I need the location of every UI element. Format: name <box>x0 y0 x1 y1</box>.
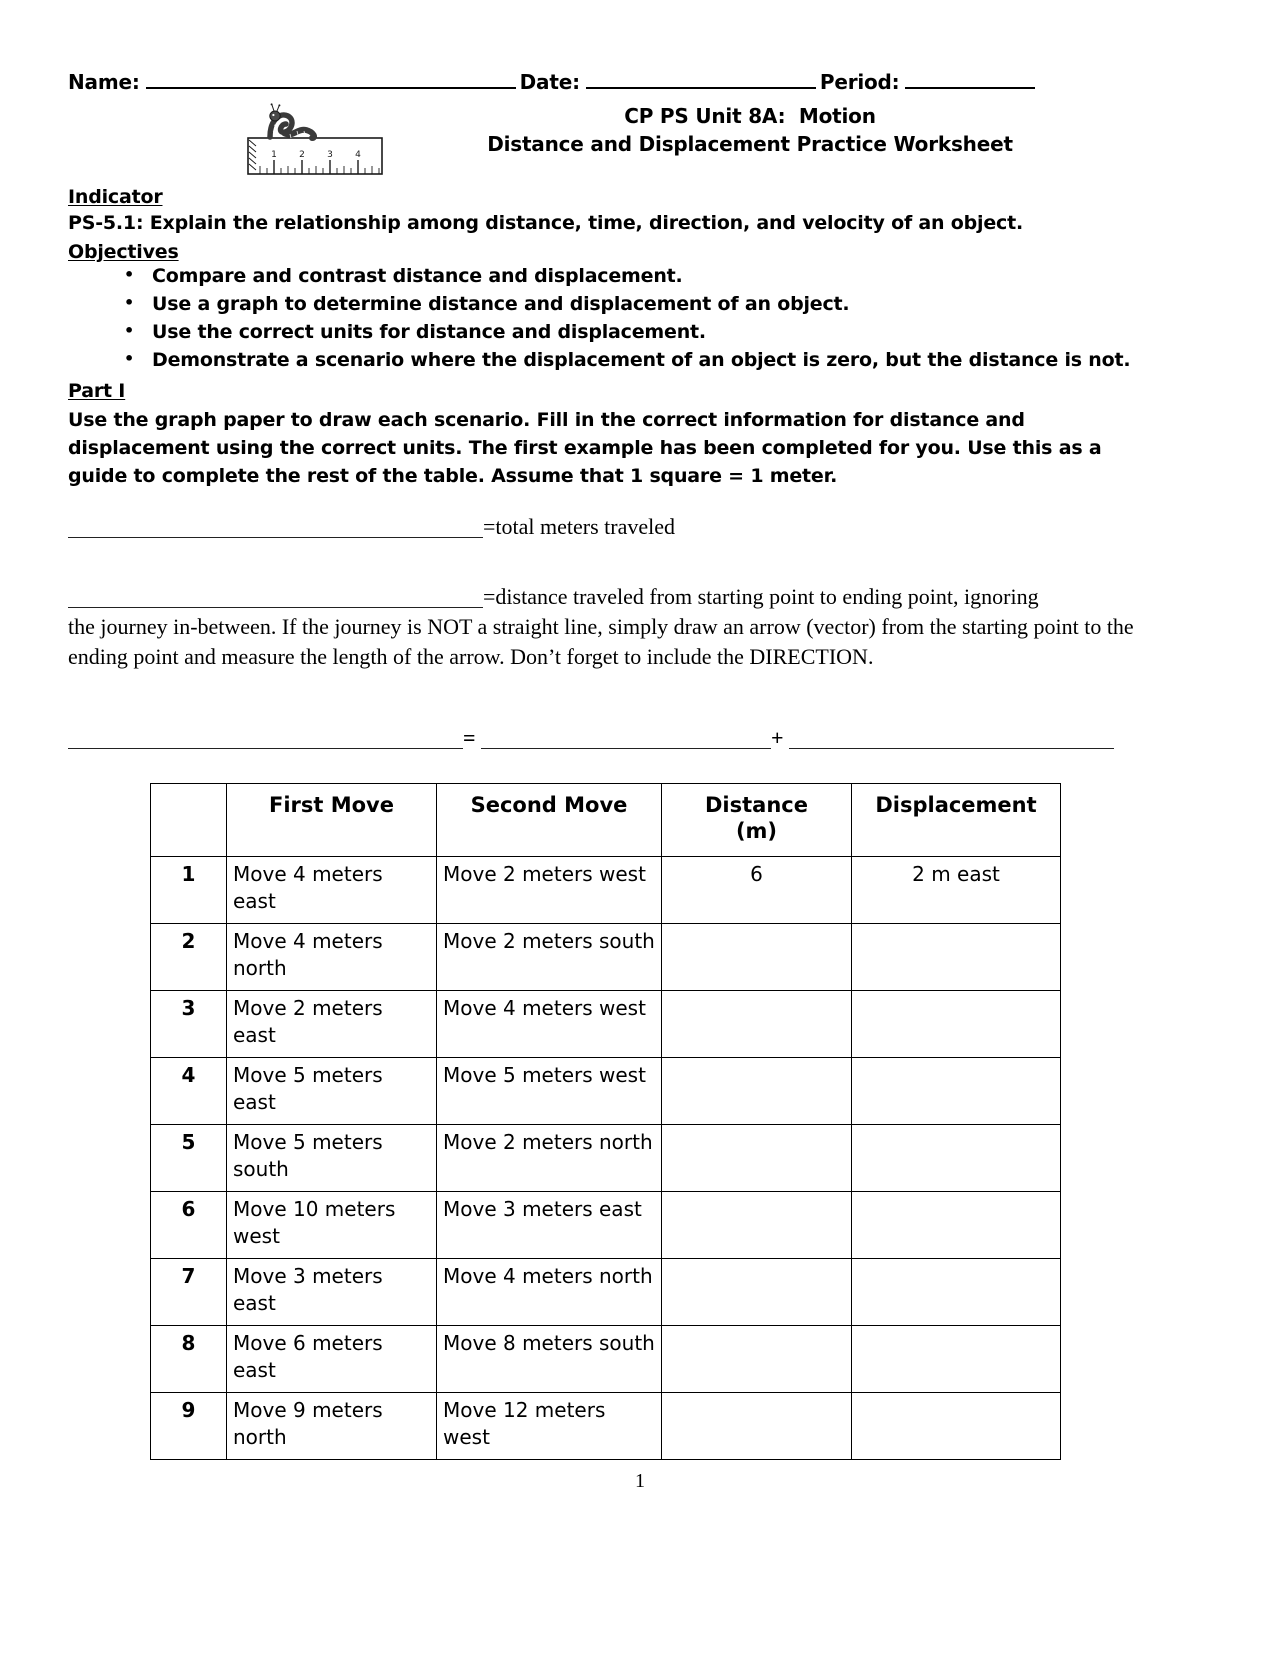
table-row <box>151 1326 1061 1393</box>
cell-first-move: Move 2 meters east <box>227 991 437 1058</box>
cell-first-move: Move 6 meters east <box>227 1326 437 1393</box>
cell-distance[interactable] <box>662 1058 852 1125</box>
objectives-list <box>86 262 1232 374</box>
date-input-blank[interactable] <box>586 86 816 89</box>
cell-displacement[interactable] <box>852 1259 1061 1326</box>
indicator-heading: Indicator <box>68 186 163 208</box>
equals-sign: = <box>463 725 476 751</box>
row-number: 5 <box>151 1125 227 1192</box>
column-header-first-move: First Move <box>227 784 437 857</box>
svg-text:3: 3 <box>327 150 333 160</box>
period-input-blank[interactable] <box>905 86 1035 89</box>
cell-displacement[interactable] <box>852 1125 1061 1192</box>
page-title: Distance and Displacement Practice Worksheet <box>487 132 1013 156</box>
cell-distance[interactable] <box>662 1125 852 1192</box>
plus-sign: + <box>771 725 784 751</box>
displacement-definition-row <box>68 582 1178 612</box>
displacement-definition-continued: the journey in-between. If the journey is NOT a straight line, simply draw an arrow (vector) from the starting point to the ending point and measure the length of the arrow. Don’t forget to include the DIRECTION. <box>68 614 1134 669</box>
name-label: Name: <box>68 70 140 94</box>
worksheet-title-block <box>400 102 1100 158</box>
cell-second-move: Move 12 meters west <box>437 1393 662 1460</box>
cell-distance[interactable]: 6 <box>662 857 852 924</box>
equation-term1-blank[interactable] <box>481 725 771 749</box>
definition-spacer <box>68 542 1178 582</box>
student-info-line <box>68 70 1218 94</box>
list-item: • Compare and contrast distance and displacement. <box>112 262 1232 290</box>
cell-distance[interactable] <box>662 991 852 1058</box>
page-number: 1 <box>635 1470 645 1492</box>
table-row <box>151 991 1061 1058</box>
distance-definition-row <box>68 512 1178 542</box>
table-header-row <box>151 784 1061 857</box>
displacement-definition-text: =distance traveled from starting point to ending point, ignoring <box>483 584 1039 609</box>
part-one-heading: Part I <box>68 380 126 402</box>
page-title-unit: CP PS Unit 8A: Motion <box>624 104 876 128</box>
table-row <box>151 924 1061 991</box>
date-label: Date: <box>519 70 580 94</box>
cell-first-move: Move 9 meters north <box>227 1393 437 1460</box>
table-row <box>151 1393 1061 1460</box>
list-item: • Use a graph to determine distance and displacement of an object. <box>112 290 1232 318</box>
cell-second-move: Move 8 meters south <box>437 1326 662 1393</box>
cell-displacement[interactable] <box>852 991 1061 1058</box>
period-label: Period: <box>819 70 900 94</box>
indicator-text: PS-5.1: Explain the relationship among distance, time, direction, and velocity of an object. <box>68 212 1023 234</box>
cell-second-move: Move 4 meters west <box>437 991 662 1058</box>
cell-displacement[interactable] <box>852 1058 1061 1125</box>
list-item: • Demonstrate a scenario where the displacement of an object is zero, but the distance is not. <box>112 346 1232 374</box>
objectives-heading: Objectives <box>68 241 179 263</box>
equation-result-blank[interactable] <box>68 725 463 749</box>
cell-second-move: Move 4 meters north <box>437 1259 662 1326</box>
column-header-distance <box>662 784 852 857</box>
column-header-displacement: Displacement <box>852 784 1061 857</box>
column-header-distance-line2: (m) <box>735 819 778 843</box>
cell-displacement[interactable] <box>852 1393 1061 1460</box>
distance-definition-text: =total meters traveled <box>483 514 675 539</box>
table-row <box>151 1058 1061 1125</box>
name-input-blank[interactable] <box>146 86 516 89</box>
row-number: 1 <box>151 857 227 924</box>
row-number: 2 <box>151 924 227 991</box>
column-header-distance-line1: Distance <box>705 793 808 817</box>
table-row <box>151 1259 1061 1326</box>
table-row <box>151 1192 1061 1259</box>
cell-displacement[interactable]: 2 m east <box>852 857 1061 924</box>
cell-first-move: Move 3 meters east <box>227 1259 437 1326</box>
cell-distance[interactable] <box>662 1192 852 1259</box>
row-number: 4 <box>151 1058 227 1125</box>
list-item: • Use the correct units for distance and displacement. <box>112 318 1232 346</box>
row-number: 7 <box>151 1259 227 1326</box>
cell-first-move: Move 4 meters north <box>227 924 437 991</box>
cell-first-move: Move 10 meters west <box>227 1192 437 1259</box>
table-row <box>151 857 1061 924</box>
part-one-instructions: Use the graph paper to draw each scenario. Fill in the correct information for distance and displacement using the correct units. The first example has been completed for you. Use this as a guide to complete the rest of the table. Assume that 1 square = 1 meter. <box>68 409 1102 487</box>
cell-second-move: Move 2 meters south <box>437 924 662 991</box>
cell-distance[interactable] <box>662 1259 852 1326</box>
equation-term2-blank[interactable] <box>789 725 1114 749</box>
row-number: 3 <box>151 991 227 1058</box>
cell-displacement[interactable] <box>852 1326 1061 1393</box>
cell-second-move: Move 3 meters east <box>437 1192 662 1259</box>
table-row <box>151 1125 1061 1192</box>
cell-first-move: Move 5 meters east <box>227 1058 437 1125</box>
svg-text:2: 2 <box>299 150 305 160</box>
cell-second-move: Move 2 meters west <box>437 857 662 924</box>
cell-displacement[interactable] <box>852 1192 1061 1259</box>
row-number: 6 <box>151 1192 227 1259</box>
distance-displacement-table <box>150 783 1061 1460</box>
definitions-block <box>68 512 1178 672</box>
row-number: 8 <box>151 1326 227 1393</box>
inchworm-on-ruler-icon <box>240 100 390 178</box>
column-header-second-move: Second Move <box>437 784 662 857</box>
cell-first-move: Move 4 meters east <box>227 857 437 924</box>
cell-displacement[interactable] <box>852 924 1061 991</box>
cell-second-move: Move 2 meters north <box>437 1125 662 1192</box>
cell-distance[interactable] <box>662 924 852 991</box>
distance-term-blank[interactable] <box>68 514 483 538</box>
column-header-number <box>151 784 227 857</box>
cell-distance[interactable] <box>662 1326 852 1393</box>
displacement-term-blank[interactable] <box>68 584 483 608</box>
cell-first-move: Move 5 meters south <box>227 1125 437 1192</box>
svg-text:4: 4 <box>355 150 361 160</box>
equation-line <box>68 725 1178 751</box>
svg-text:1: 1 <box>271 150 277 160</box>
cell-second-move: Move 5 meters west <box>437 1058 662 1125</box>
row-number: 9 <box>151 1393 227 1460</box>
cell-distance[interactable] <box>662 1393 852 1460</box>
